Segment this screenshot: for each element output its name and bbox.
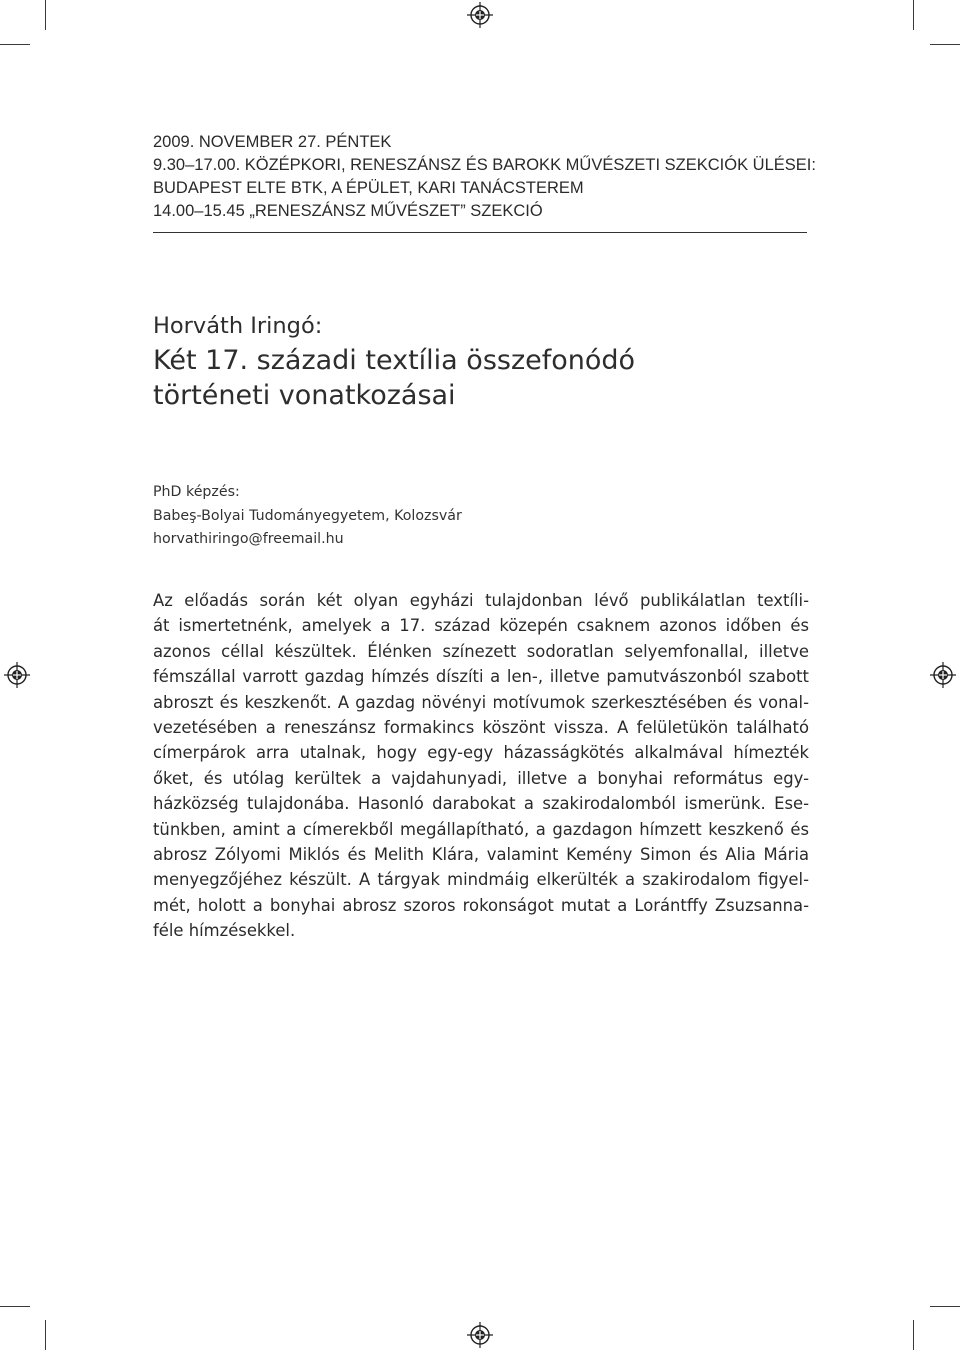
abstract-line: őket, és utólag kerültek a vajdahunyadi, illetve a bonyhai református egy- [153, 768, 809, 788]
abstract-line: abroszt és keszkenőt. A gazdag növényi motívumok szerkesztésében és vonal- [153, 692, 809, 712]
section-name: 14.00–15.45 „RENESZÁNSZ MŰVÉSZET” SZEKCIÓ [153, 202, 543, 220]
talk-title-line: Két 17. századi textília összefonódó [153, 345, 636, 376]
registration-mark-right-icon [930, 662, 956, 688]
registration-mark-top-icon [467, 2, 493, 28]
abstract-line: vezetésében a reneszánsz formakincs köszönt vissza. A felületükön található [153, 717, 809, 737]
affiliation-institution: Babeş-Bolyai Tudományegyetem, Kolozsvár [153, 507, 462, 524]
registration-mark-bottom-icon [467, 1322, 493, 1348]
abstract-line: házközség tulajdonába. Hasonló darabokat a szakirodalomból ismerünk. Ese- [153, 794, 809, 814]
session-venue: BUDAPEST ELTE BTK, A ÉPÜLET, KARI TANÁCSTEREM [153, 179, 584, 197]
abstract-line: címerpárok arra utalnak, hogy egy-egy házasságkötés alkalmával hímezték [153, 743, 809, 763]
crop-mark-right-bottom [930, 1306, 960, 1307]
crop-mark-bottom-left [45, 1320, 46, 1350]
abstract-line: abrosz Zólyomi Miklós és Melith Klára, valamint Kemény Simon és Alia Mária [153, 844, 809, 864]
session-time-title: 9.30–17.00. KÖZÉPKORI, RENESZÁNSZ ÉS BAROKK MŰVÉSZETI SZEKCIÓK ÜLÉSEI: [153, 156, 816, 174]
crop-mark-right-top [930, 44, 960, 45]
author-name: Horváth Iringó: [153, 313, 323, 339]
abstract-line: azonos céllal készültek. Élénken színezett sodoratlan selyemfonallal, illetve [153, 641, 809, 661]
registration-mark-left-icon [4, 662, 30, 688]
crop-mark-left-bottom [0, 1306, 30, 1307]
abstract-text [153, 588, 809, 943]
crop-mark-top-left [45, 0, 46, 30]
header-divider [153, 232, 807, 233]
affiliation-email: horvathiringo@freemail.hu [153, 531, 344, 547]
abstract-line: menyegzőjéhez készült. A tárgyak mindmáig elkerülték a szakirodalom figyel- [153, 870, 809, 890]
abstract-line: mét, holott a bonyhai abrosz szoros rokonságot mutat a Lorántffy Zsuzsanna- [153, 895, 809, 915]
abstract-line: át ismertetnénk, amelyek a 17. század közepén csaknem azonos időben és [153, 616, 809, 636]
abstract-line: Az előadás során két olyan egyházi tulajdonban lévő publikálatlan textíli- [153, 591, 809, 610]
crop-mark-top-right [913, 0, 914, 30]
crop-mark-bottom-right [913, 1320, 914, 1350]
abstract-line: féle hímzésekkel. [153, 921, 296, 941]
abstract-line: tünkben, amint a címerekből megállapítható, a gazdagon hímzett keszkenő és [153, 819, 809, 839]
talk-title [153, 343, 813, 413]
session-header [153, 131, 816, 223]
talk-title-line: történeti vonatkozásai [153, 380, 456, 411]
affiliation [153, 481, 462, 552]
session-date: 2009. NOVEMBER 27. PÉNTEK [153, 133, 392, 151]
affiliation-program: PhD képzés: [153, 484, 240, 500]
crop-mark-left-top [0, 44, 30, 45]
abstract-line: fémszállal varrott gazdag hímzés díszíti a len-, illetve pamutvászonból szabott [153, 667, 809, 687]
